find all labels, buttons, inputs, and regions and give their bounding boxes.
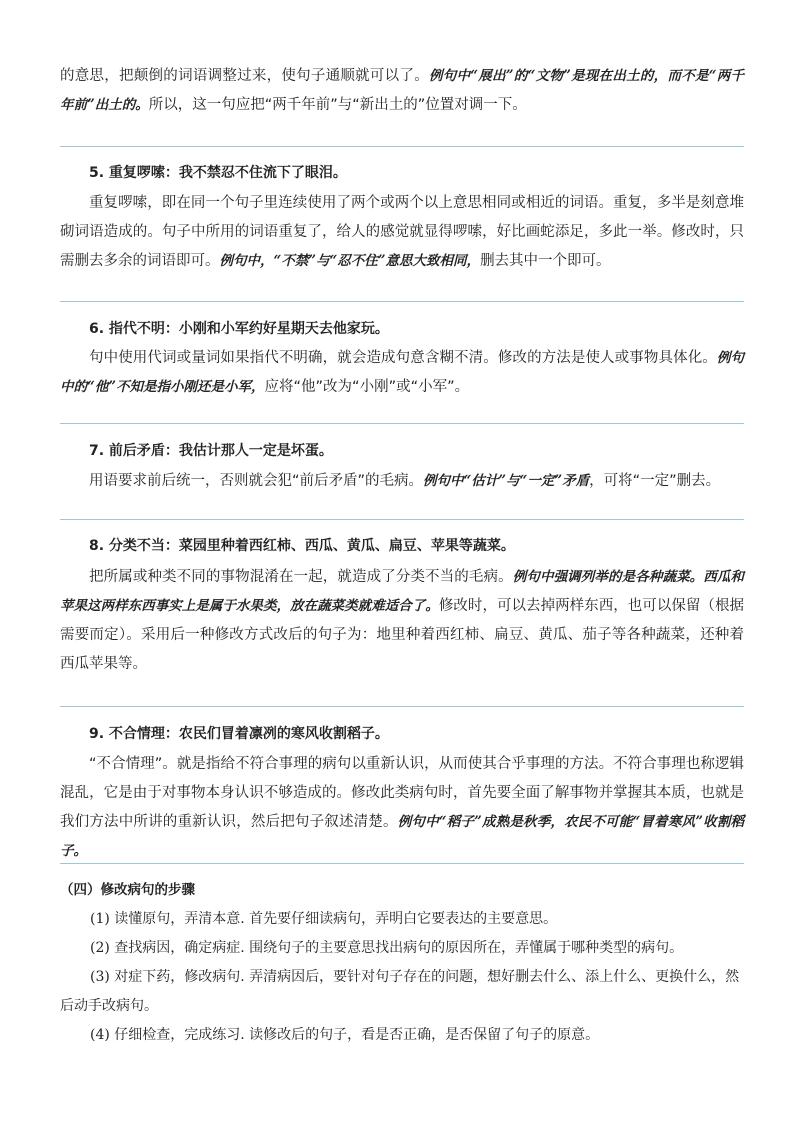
steps-heading: （四）修改病句的步骤 — [60, 882, 195, 898]
section-divider — [60, 301, 744, 302]
section-7-title: 7. 前后矛盾：我估计那人一定是坏蛋。 — [89, 443, 333, 459]
example-explanation: 例句中强调列举的是各种蔬菜。西瓜和苹果这两样东西事实上是属于水果类，放在蔬菜类就难适合了。 — [60, 569, 745, 614]
paragraph-text: 把所属或种类不同的事物混淆在一起，就造成了分类不当的毛病。 — [89, 569, 513, 585]
section-9-body — [60, 750, 744, 866]
continuation-paragraph — [60, 62, 744, 120]
section-5-title: 5. 重复啰嗦：我不禁忍不住流下了眼泪。 — [89, 165, 347, 181]
paragraph-text: 重复啰嗦，即在同一个句子里连续使用了两个或两个以上意思相同或相近的词语。重复，多半是刻意堆砌词语造成的。句子中所用的词语重复了，给人的感觉就显得啰嗦，好比画蛇添足，多此一举。修改时，只需删去多余的词语即可。 — [60, 195, 744, 269]
step-item: (2) 查找病因，确定病症. 围绕句子的主要意思找出病句的原因所在，弄懂属于哪种类型的病句。 — [90, 940, 684, 956]
section-divider — [60, 519, 744, 520]
revision-steps — [60, 876, 744, 1050]
step-item: (1) 读懂原句，弄清本意. 首先要仔细读病句，弄明白它要表达的主要意思。 — [90, 911, 558, 927]
step-item: (4) 仔细检查，完成练习. 读修改后的句子，看是否正确，是否保留了句子的原意。 — [90, 1027, 600, 1043]
section-6-body — [60, 344, 744, 402]
paragraph-text: ，可将“一定”删去。 — [589, 473, 721, 489]
section-divider — [60, 706, 744, 707]
paragraph-text: 修改时，可以去掉两样东西，也可以保留（根据需要而定）。采用后一种修改方式改后的句子为：地里种着西红柿、扁豆、黄瓜、茄子等各种蔬菜，还种着西瓜苹果等。 — [60, 598, 744, 672]
section-8-body — [60, 563, 744, 679]
paragraph-text: 所以，这一句应把“两千年前”与“新出土的”位置对调一下。 — [148, 97, 527, 113]
paragraph-text: 的意思，把颠倒的词语调整过来，使句子通顺就可以了。 — [60, 68, 429, 84]
example-explanation: 例句中“展出”的“文物”是现在出土的，而不是“两千年前”出土的。 — [60, 68, 745, 113]
section-8-title: 8. 分类不当：菜园里种着西红柿、西瓜、黄瓜、扁豆、苹果等蔬菜。 — [89, 538, 515, 554]
section-divider — [60, 146, 744, 147]
example-explanation: 例句中，“不禁”与“忍不住”意思大致相同， — [219, 253, 481, 269]
paragraph-text: 删去其中一个即可。 — [480, 253, 611, 269]
paragraph-text: 句中使用代词或量词如果指代不明确，就会造成句意含糊不清。修改的方法是使人或事物具体化。 — [89, 350, 717, 366]
example-explanation: 例句中“稻子”成熟是秋季，农民不可能“冒着寒风”收割稻子。 — [60, 814, 745, 859]
section-5-body — [60, 189, 744, 276]
example-explanation: 例句中“估计”与“一定”矛盾 — [423, 473, 590, 489]
paragraph-text: 用语要求前后统一，否则就会犯“前后矛盾”的毛病。 — [89, 473, 424, 489]
paragraph-text: “不合情理”。就是指给不符合事理的病句以重新认识，从而使其合乎事理的方法。不符合事理也称逻辑混乱，它是由于对事物本身认识不够造成的。修改此类病句时，首先要全面了解事物并掌握其本质，也就是我们方法中所讲的重新认识，然后把句子叙述清楚。 — [60, 756, 744, 830]
section-divider — [60, 423, 744, 424]
section-9-title: 9. 不合情理：农民们冒着凛冽的寒风收割稻子。 — [89, 726, 389, 742]
section-6-title: 6. 指代不明：小刚和小军约好星期天去他家玩。 — [89, 321, 389, 337]
paragraph-text: 应将“他”改为“小刚”或“小军”。 — [264, 379, 470, 395]
section-7-body — [60, 467, 744, 496]
example-explanation: 例句中的“他”不知是指小刚还是小军， — [60, 350, 745, 395]
step-item: (3) 对症下药，修改病句. 弄清病因后，要针对句子存在的问题，想好删去什么、添上什么、更换什么，然后动手改病句。 — [60, 969, 740, 1014]
section-divider — [60, 863, 744, 864]
